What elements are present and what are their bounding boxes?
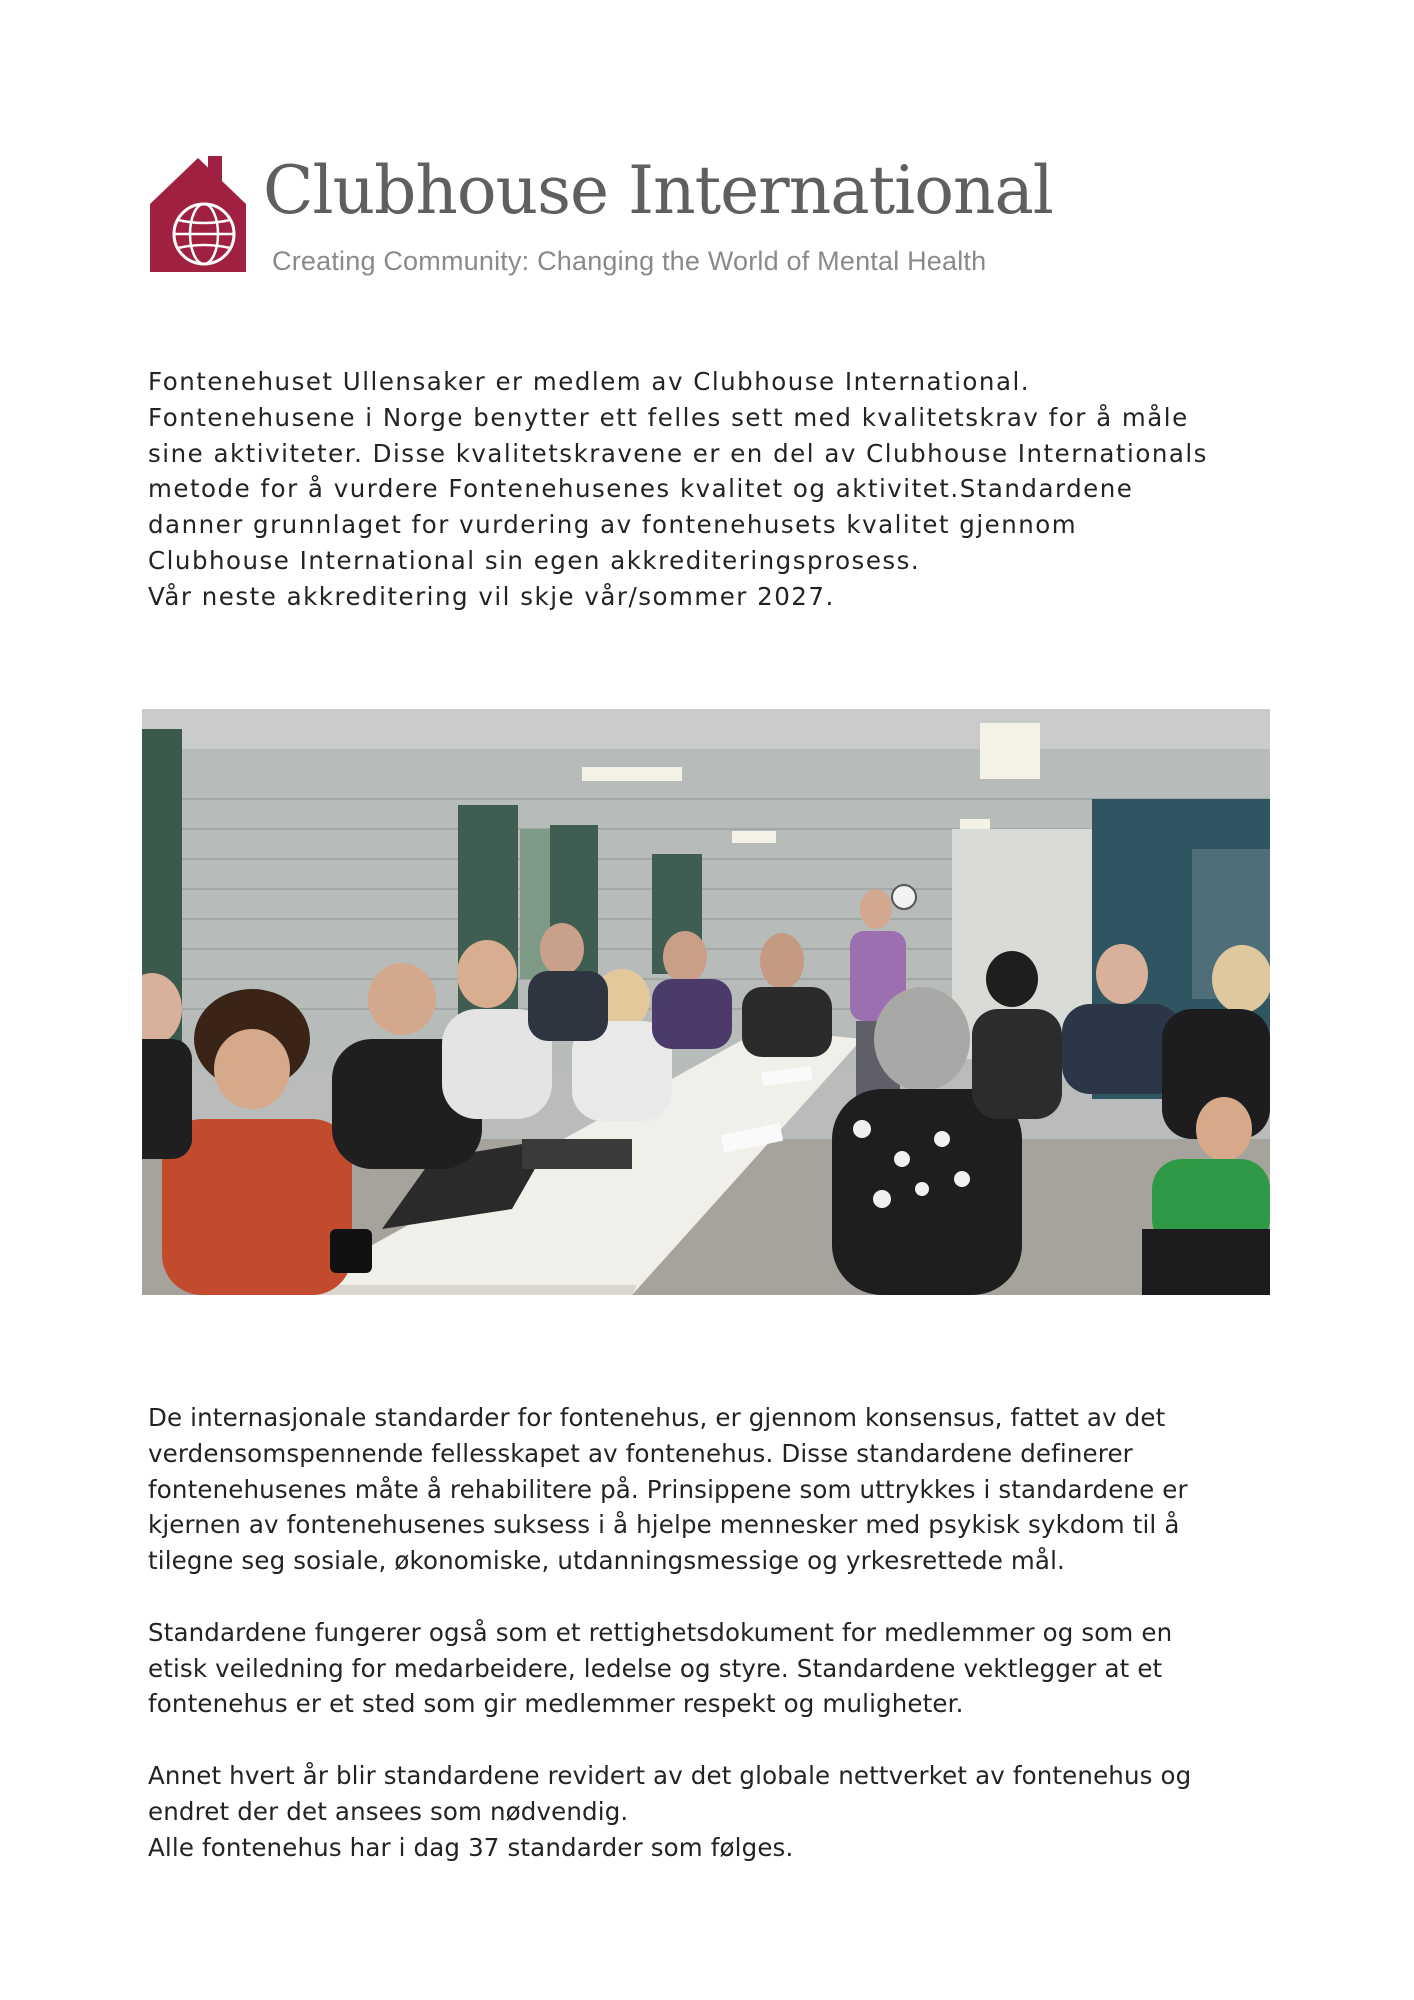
meeting-photo-illustration xyxy=(142,709,1270,1295)
intro-text xyxy=(148,364,1288,615)
intro-line: Vår neste akkreditering vil skje vår/sommer 2027. xyxy=(148,581,835,611)
standards-line: kjernen av fontenehusenes suksess i å hjelpe mennesker med psykisk sykdom til å xyxy=(148,1510,1180,1540)
intro-line: Clubhouse International sin egen akkrediteringsprosess. xyxy=(148,545,921,575)
standards-line: Alle fontenehus har i dag 37 standarder som følges. xyxy=(148,1832,794,1862)
house-globe-icon xyxy=(148,154,248,274)
standards-line: verdensomspennende fellesskapet av fontenehus. Disse standardene definerer xyxy=(148,1438,1133,1468)
intro-line: danner grunnlaget for vurdering av fontenehusets kvalitet gjennom xyxy=(148,510,1078,540)
standards-line: tilegne seg sosiale, økonomiske, utdanningsmessige og yrkesrettede mål. xyxy=(148,1546,1065,1576)
logo-tagline: Creating Community: Changing the World of Mental Health xyxy=(272,246,987,276)
standards-line: Standardene fungerer også som et rettighetsdokument for medlemmer og som en xyxy=(148,1617,1173,1647)
intro-line: metode for å vurdere Fontenehusenes kvalitet og aktivitet.Standardene xyxy=(148,474,1134,504)
standards-line: fontenehusenes måte å rehabilitere på. Prinsippene som uttrykkes i standardene er xyxy=(148,1474,1188,1504)
standards-line: endret der det ansees som nødvendig. xyxy=(148,1796,629,1826)
intro-line: Fontenehusene i Norge benytter ett felles sett med kvalitetskrav for å måle xyxy=(148,402,1189,432)
standards-line: Annet hvert år blir standardene revidert av det globale nettverket av fontenehus og xyxy=(148,1760,1192,1790)
meeting-photo xyxy=(142,709,1270,1295)
clubhouse-logo xyxy=(148,152,1053,294)
standards-line: De internasjonale standarder for fontenehus, er gjennom konsensus, fattet av det xyxy=(148,1403,1166,1432)
intro-line: sine aktiviteter. Disse kvalitetskravene er en del av Clubhouse Internationals xyxy=(148,438,1208,468)
standards-line: fontenehus er et sted som gir medlemmer respekt og muligheter. xyxy=(148,1689,964,1719)
logo-title: Clubhouse International xyxy=(263,152,1053,229)
standards-text xyxy=(148,1400,1288,1865)
standards-line: etisk veiledning for medarbeidere, ledelse og styre. Standardene vektlegger at et xyxy=(148,1653,1163,1683)
intro-line: Fontenehuset Ullensaker er medlem av Clubhouse International. xyxy=(148,367,1031,396)
